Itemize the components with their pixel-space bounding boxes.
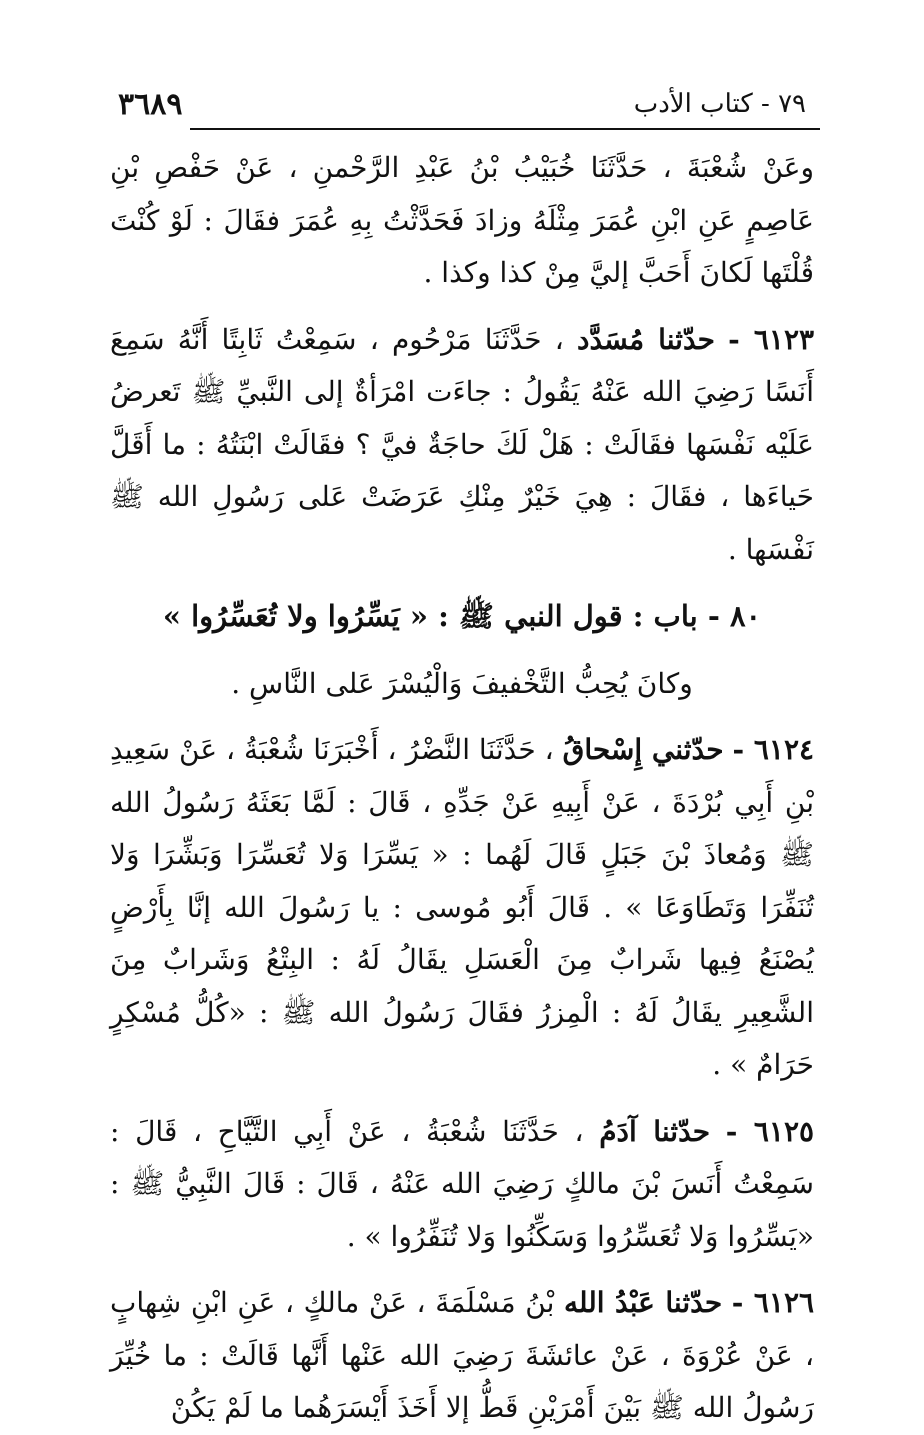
spacer bbox=[110, 1092, 814, 1106]
page-body bbox=[110, 142, 815, 1424]
hadith-6126 bbox=[110, 1277, 814, 1435]
chapter-heading-text: ٨٠ - باب : قول النبي ﷺ : « يَسِّرُوا ولا تُعَسِّرُوا » bbox=[162, 599, 762, 633]
hadith-number: ٦١٢٥ - bbox=[725, 1114, 815, 1148]
spacer bbox=[110, 710, 814, 724]
spacer bbox=[110, 576, 814, 590]
page-number: ٣٦٨٩ bbox=[118, 86, 183, 122]
page-header bbox=[118, 82, 806, 126]
paragraph-intro bbox=[110, 142, 814, 300]
hadith-number: ٦١٢٣ - bbox=[728, 322, 815, 356]
paragraph-text: وعَنْ شُعْبَةَ ، حَدَّثَنَا خُبَيْبُ بْنُ عَبْدِ الرَّحْمنِ ، عَنْ حَفْصِ بْنِ عَاصِمٍ عَنِ ابْنِ عُمَرَ مِثْلَهُ وزادَ فَحَدَّثْتُ بِهِ عُمَرَ فقَالَ : لَوْ كُنْتَ قُلْتَها لَكانَ أَحَبَّ إليَّ مِنْ كذا وكذا . bbox=[110, 151, 814, 289]
hadith-number: ٦١٢٤ - bbox=[732, 733, 815, 766]
hadith-lead: حدّثنا مُسَدَّد bbox=[576, 322, 715, 356]
spacer bbox=[110, 1263, 814, 1277]
hadith-text: ، حَدَّثَنَا مَرْحُوم ، سَمِعْتُ ثَابِتًا أَنَّهُ سَمِعَ أَنَسًا رَضِيَ الله عَنْهُ يَقُولُ : جاءَت امْرَأةٌ إلى النَّبيِّ ﷺ تَعرضُ عَلَيْه نَفْسَها فقَالَتْ : هَلْ لَكَ حاجَةٌ فيَّ ؟ فقَالَتْ ابْنَتُهُ : ما أَقَلَّ حَياءَها ، فقَالَ : هِيَ خَيْرٌ مِنْكِ عَرَضَتْ عَلى رَسُولِ الله ﷺ نَفْسَها . bbox=[110, 322, 814, 566]
chapter-note bbox=[110, 658, 814, 711]
spacer bbox=[110, 300, 814, 314]
hadith-6125 bbox=[110, 1106, 814, 1264]
hadith-number: ٦١٢٦ - bbox=[731, 1286, 815, 1319]
chapter-title: ٧٩ - كتاب الأدب bbox=[633, 89, 806, 119]
spacer bbox=[110, 644, 814, 658]
hadith-lead: حدّثني إِسْحاقُ bbox=[562, 733, 724, 766]
hadith-6123 bbox=[110, 314, 814, 577]
chapter-heading bbox=[110, 590, 814, 644]
hadith-text: ، حَدَّثَنَا شُعْبَةُ ، عَنْ أَبِي التَّيَّاحِ ، قَالَ : سَمِعْتُ أَنَسَ بْنَ مالكٍ رَضِيَ الله عَنْهُ ، قَالَ : قَالَ النَّبِيُّ ﷺ : «يَسِّرُوا وَلا تُعَسِّرُوا وَسَكِّنُوا وَلا تُنَفِّرُوا » . bbox=[110, 1114, 814, 1253]
header-rule bbox=[190, 128, 820, 130]
hadith-lead: حدّثنا عَبْدُ الله bbox=[563, 1286, 723, 1319]
hadith-lead: حدّثنا آدَمُ bbox=[599, 1114, 711, 1148]
hadith-6124 bbox=[110, 724, 814, 1092]
chapter-note-text: وكانَ يُحِبُّ التَّخْفيفَ وَالْيُسْرَ عَلى النَّاسِ . bbox=[231, 666, 693, 700]
hadith-text: ، حَدَّثَنَا النَّضْرُ ، أَخْبَرَنَا شُعْبَةُ ، عَنْ سَعِيدِ بْنِ أَبِي بُرْدَةَ ، عَنْ أَبِيهِ عَنْ جَدِّهِ ، قَالَ : لَمَّا بَعَثَهُ رَسُولُ الله ﷺ وَمُعاذَ بْنَ جَبَلٍ قَالَ لَهُما : « يَسِّرَا وَلا تُعَسِّرَا وَبَشِّرَا وَلا تُنَفِّرَا وَتَطَاوَعَا » . قَالَ أَبُو مُوسى : يا رَسُولَ الله إنَّا بِأَرْضٍ يُصْنَعُ فِيها شَرابٌ مِنَ الْعَسَلِ يقَالُ لَهُ : البِتْعُ وَشَرابٌ مِنَ الشَّعِيرِ يقَالُ لَهُ : الْمِزرُ فقَالَ رَسُولُ الله ﷺ : «كُلُّ مُسْكِرٍ حَرَامٌ » . bbox=[110, 733, 814, 1081]
hadith-text: بْنُ مَسْلَمَةَ ، عَنْ مالكٍ ، عَنِ ابْنِ شِهابٍ ، عَنْ عُرْوَةَ ، عَنْ عائشَةَ رَضِيَ الله عَنْها أَنَّها قَالَتْ : ما خُيِّرَ رَسُولُ الله ﷺ بَيْنَ أَمْرَيْنِ قَطُّ إلا أَخَذَ أَيْسَرَهُما ما لَمْ يَكُنْ bbox=[110, 1286, 814, 1424]
